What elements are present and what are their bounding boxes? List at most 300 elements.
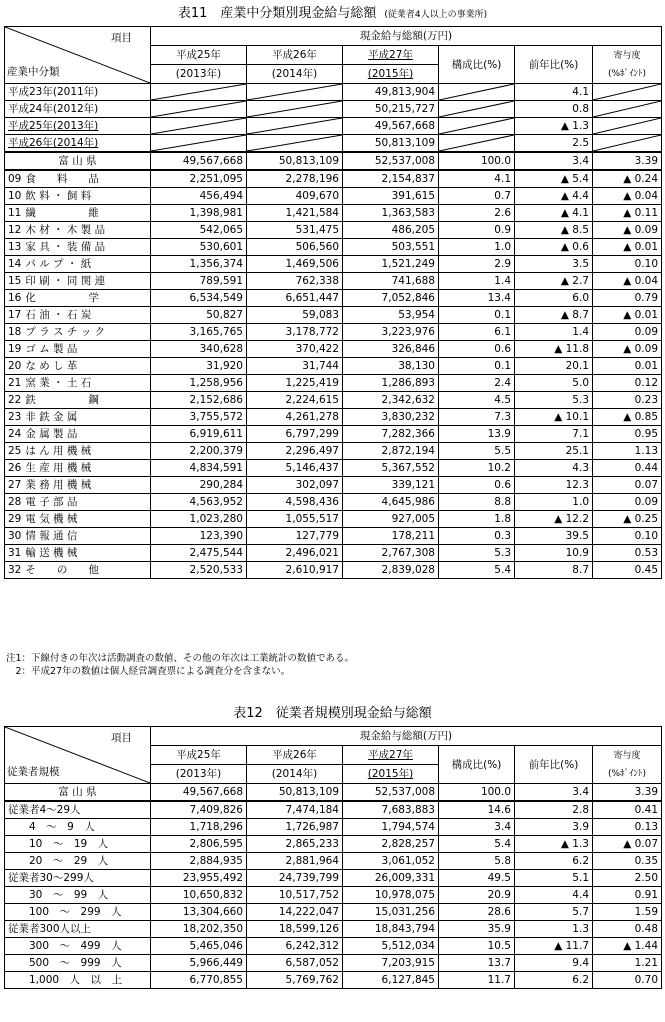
table12-col-ratio: 構成比(%) — [439, 746, 515, 784]
history-value-2015: 49,813,904 — [343, 84, 439, 101]
table11-col-ratio: 構成比(%) — [439, 46, 515, 84]
table12-group-label: 現金給与総額(万円) — [151, 727, 662, 746]
industry-label — [5, 375, 151, 392]
value-2013: 1,356,374 — [151, 256, 247, 273]
value-2014: 2,881,964 — [247, 853, 343, 870]
ratio-value: 4.5 — [439, 392, 515, 409]
table12-col-2015-year-text: 平成27年 — [368, 749, 413, 761]
industry-name: 電 気 機 械 — [25, 513, 78, 525]
yoy-value: 5.0 — [515, 375, 593, 392]
history-empty-cell — [439, 135, 515, 153]
value-2014: 506,560 — [247, 239, 343, 256]
history-empty-cell — [439, 84, 515, 101]
value-2015: 391,615 — [343, 188, 439, 205]
industry-name: 業 務 用 機 械 — [25, 479, 92, 491]
value-2013: 50,827 — [151, 307, 247, 324]
yoy-value: 25.1 — [515, 443, 593, 460]
ratio-value: 3.4 — [439, 819, 515, 836]
size-row-label: 300 ～ 499 人 — [5, 938, 151, 955]
yoy-value: 1.3 — [515, 921, 593, 938]
table12-col-2013-year: 平成25年 — [151, 746, 247, 765]
size-row — [5, 819, 662, 836]
industry-name: 家 具 ・ 装 備 品 — [25, 241, 106, 253]
history-empty-cell — [247, 118, 343, 135]
size-row-label: 10 ～ 19 人 — [5, 836, 151, 853]
size-row — [5, 955, 662, 972]
history-empty-cell — [593, 118, 662, 135]
ratio-value: 49.5 — [439, 870, 515, 887]
contrib-value: 0.41 — [593, 801, 662, 819]
yoy-value: ▲ 1.3 — [515, 836, 593, 853]
contrib-value: 0.53 — [593, 545, 662, 562]
table11-col-2015-western — [343, 65, 439, 84]
ratio-value: 5.8 — [439, 853, 515, 870]
value-2013: 789,591 — [151, 273, 247, 290]
ratio-value: 2.6 — [439, 205, 515, 222]
industry-row — [5, 562, 662, 579]
table11-col-2015-year-text: 平成27年 — [368, 49, 413, 61]
size-row-label: 30 ～ 99 人 — [5, 887, 151, 904]
ratio-value: 8.8 — [439, 494, 515, 511]
ratio-value: 7.3 — [439, 409, 515, 426]
value-2015: 927,005 — [343, 511, 439, 528]
ratio-value: 0.3 — [439, 528, 515, 545]
yoy-value: ▲ 10.1 — [515, 409, 593, 426]
table12-total-2013: 49,567,668 — [151, 784, 247, 802]
yoy-value: 4.3 — [515, 460, 593, 477]
history-yoy: 2.5 — [515, 135, 593, 153]
size-row-label: 100 ～ 299 人 — [5, 904, 151, 921]
contrib-value: ▲ 0.25 — [593, 511, 662, 528]
history-value-2015: 50,215,727 — [343, 101, 439, 118]
value-2013: 2,251,095 — [151, 170, 247, 188]
ratio-value: 1.8 — [439, 511, 515, 528]
industry-name: 木 材 ・ 木 製 品 — [25, 224, 106, 236]
table12-title-text: 表12 従業者規模別現金給与総額 — [233, 706, 432, 721]
history-row — [5, 84, 662, 101]
value-2015: 741,688 — [343, 273, 439, 290]
ratio-value: 2.4 — [439, 375, 515, 392]
table12-item-label: 項目 — [111, 732, 132, 744]
yoy-value: ▲ 12.2 — [515, 511, 593, 528]
industry-row — [5, 256, 662, 273]
industry-label — [5, 205, 151, 222]
table11-total-ratio: 100.0 — [439, 152, 515, 170]
industry-name: 生 産 用 機 械 — [25, 462, 92, 474]
industry-label — [5, 562, 151, 579]
table12-total-2015: 52,537,008 — [343, 784, 439, 802]
value-2014: 302,097 — [247, 477, 343, 494]
value-2013: 2,806,595 — [151, 836, 247, 853]
contrib-value: ▲ 0.11 — [593, 205, 662, 222]
yoy-value: 8.7 — [515, 562, 593, 579]
yoy-value: ▲ 4.4 — [515, 188, 593, 205]
contrib-value: ▲ 0.09 — [593, 341, 662, 358]
ratio-value: 1.4 — [439, 273, 515, 290]
value-2015: 2,828,257 — [343, 836, 439, 853]
table11-note-1: 注1：下線付きの年次は活動調査の数値、その他の年次は工業統計の数値である。 — [6, 653, 355, 664]
industry-code: 26 — [8, 462, 22, 474]
value-2013: 5,465,046 — [151, 938, 247, 955]
contrib-value: ▲ 1.44 — [593, 938, 662, 955]
size-row-label: 20 ～ 29 人 — [5, 853, 151, 870]
value-2014: 6,242,312 — [247, 938, 343, 955]
value-2014: 127,779 — [247, 528, 343, 545]
table11-title-note: (従業者4人以上の事業所) — [384, 10, 488, 20]
industry-code: 15 — [8, 275, 22, 287]
value-2013: 1,398,981 — [151, 205, 247, 222]
history-empty-cell — [151, 84, 247, 101]
value-2015: 2,154,837 — [343, 170, 439, 188]
yoy-value: 5.3 — [515, 392, 593, 409]
industry-name: 繊 維 — [25, 207, 99, 219]
industry-row — [5, 290, 662, 307]
table12-total-contrib: 3.39 — [593, 784, 662, 802]
yoy-value: 5.1 — [515, 870, 593, 887]
ratio-value: 0.1 — [439, 307, 515, 324]
yoy-value: 9.4 — [515, 955, 593, 972]
value-2015: 38,130 — [343, 358, 439, 375]
industry-row — [5, 392, 662, 409]
industry-label — [5, 358, 151, 375]
size-row-label: 500 ～ 999 人 — [5, 955, 151, 972]
contrib-value: 0.13 — [593, 819, 662, 836]
industry-label — [5, 256, 151, 273]
value-2014: 59,083 — [247, 307, 343, 324]
value-2014: 3,178,772 — [247, 324, 343, 341]
value-2014: 6,587,052 — [247, 955, 343, 972]
value-2015: 53,954 — [343, 307, 439, 324]
yoy-value: 12.3 — [515, 477, 593, 494]
industry-label — [5, 239, 151, 256]
history-value-2015: 50,813,109 — [343, 135, 439, 153]
table12-total — [5, 784, 662, 802]
industry-row — [5, 324, 662, 341]
contrib-value: ▲ 0.01 — [593, 239, 662, 256]
value-2015: 5,367,552 — [343, 460, 439, 477]
value-2015: 10,978,075 — [343, 887, 439, 904]
value-2014: 1,225,419 — [247, 375, 343, 392]
yoy-value: ▲ 0.6 — [515, 239, 593, 256]
yoy-value: 10.9 — [515, 545, 593, 562]
industry-label — [5, 170, 151, 188]
table11-title — [0, 6, 665, 23]
industry-code: 30 — [8, 530, 22, 542]
ratio-value: 0.6 — [439, 341, 515, 358]
industry-label — [5, 409, 151, 426]
size-row — [5, 853, 662, 870]
yoy-value: 6.0 — [515, 290, 593, 307]
table11-total-label: 富 山 県 — [5, 152, 151, 170]
value-2015: 326,846 — [343, 341, 439, 358]
contrib-value: ▲ 0.04 — [593, 188, 662, 205]
value-2015: 7,282,366 — [343, 426, 439, 443]
contrib-value: 0.07 — [593, 477, 662, 494]
history-empty-cell — [593, 84, 662, 101]
industry-row — [5, 205, 662, 222]
industry-code: 29 — [8, 513, 22, 525]
industry-row — [5, 477, 662, 494]
history-empty-cell — [247, 135, 343, 153]
industry-label — [5, 307, 151, 324]
history-label: 平成24年(2012年) — [5, 101, 151, 118]
industry-name: な め し 革 — [25, 360, 78, 372]
contrib-value: 0.35 — [593, 853, 662, 870]
ratio-value: 5.5 — [439, 443, 515, 460]
history-empty-cell — [593, 101, 662, 118]
industry-row — [5, 375, 662, 392]
history-value-2015: 49,567,668 — [343, 118, 439, 135]
value-2015: 4,645,986 — [343, 494, 439, 511]
size-group-label: 従業者4～29人 — [5, 801, 151, 819]
yoy-value: 4.4 — [515, 887, 593, 904]
size-group-label: 従業者30～299人 — [5, 870, 151, 887]
table12-title — [0, 706, 665, 722]
industry-code: 16 — [8, 292, 22, 304]
industry-name: そ の 他 — [25, 564, 99, 576]
table12-size-rows — [5, 801, 662, 989]
ratio-value: 5.3 — [439, 545, 515, 562]
value-2014: 14,222,047 — [247, 904, 343, 921]
value-2014: 31,744 — [247, 358, 343, 375]
table12-col-yoy: 前年比(%) — [515, 746, 593, 784]
industry-label — [5, 341, 151, 358]
value-2015: 5,512,034 — [343, 938, 439, 955]
ratio-value: 1.0 — [439, 239, 515, 256]
value-2013: 2,152,686 — [151, 392, 247, 409]
table11-total-2013: 49,567,668 — [151, 152, 247, 170]
value-2015: 18,843,794 — [343, 921, 439, 938]
value-2014: 2,224,615 — [247, 392, 343, 409]
value-2015: 2,767,308 — [343, 545, 439, 562]
contrib-value: ▲ 0.04 — [593, 273, 662, 290]
contrib-value: ▲ 0.85 — [593, 409, 662, 426]
industry-label — [5, 324, 151, 341]
industry-name: 石 油 ・ 石 炭 — [25, 309, 92, 321]
contrib-value: 0.44 — [593, 460, 662, 477]
value-2014: 4,261,278 — [247, 409, 343, 426]
table11-group-label: 現金給与総額(万円) — [151, 27, 662, 46]
value-2014: 370,422 — [247, 341, 343, 358]
value-2014: 1,421,584 — [247, 205, 343, 222]
contrib-value: 0.23 — [593, 392, 662, 409]
contrib-value: 1.59 — [593, 904, 662, 921]
industry-name: 電 子 部 品 — [25, 496, 78, 508]
table12-total-2014: 50,813,109 — [247, 784, 343, 802]
table11-col-2013-western: (2013年) — [151, 65, 247, 84]
industry-label — [5, 477, 151, 494]
yoy-value: 1.0 — [515, 494, 593, 511]
industry-row — [5, 528, 662, 545]
industry-row — [5, 239, 662, 256]
ratio-value: 0.6 — [439, 477, 515, 494]
ratio-value: 0.7 — [439, 188, 515, 205]
yoy-value: 3.5 — [515, 256, 593, 273]
industry-name: 化 学 — [25, 292, 99, 304]
value-2014: 762,338 — [247, 273, 343, 290]
industry-name: 情 報 通 信 — [25, 530, 78, 542]
value-2014: 2,865,233 — [247, 836, 343, 853]
industry-row — [5, 460, 662, 477]
contrib-value: ▲ 0.09 — [593, 222, 662, 239]
value-2013: 23,955,492 — [151, 870, 247, 887]
industry-code: 27 — [8, 479, 22, 491]
table11-total-row — [5, 152, 662, 170]
table12-total-yoy: 3.4 — [515, 784, 593, 802]
history-empty-cell — [247, 101, 343, 118]
industry-row — [5, 358, 662, 375]
table11-total-contrib: 3.39 — [593, 152, 662, 170]
yoy-value: 3.9 — [515, 819, 593, 836]
value-2013: 7,409,826 — [151, 801, 247, 819]
yoy-value: 6.2 — [515, 972, 593, 989]
table11-history — [5, 84, 662, 153]
value-2015: 503,551 — [343, 239, 439, 256]
industry-name: 飲 料 ・ 飼 料 — [25, 190, 92, 202]
contrib-value: 1.13 — [593, 443, 662, 460]
industry-label — [5, 545, 151, 562]
industry-name: は ん 用 機 械 — [25, 445, 92, 457]
contrib-value: 0.48 — [593, 921, 662, 938]
table11-col-contrib-a: 寄与度 — [613, 50, 641, 61]
table12-col-2015-year — [343, 746, 439, 765]
ratio-value: 5.4 — [439, 562, 515, 579]
value-2013: 123,390 — [151, 528, 247, 545]
contrib-value: 0.70 — [593, 972, 662, 989]
table11-col-2015-western-text: (2015年) — [367, 68, 414, 80]
value-2013: 2,200,379 — [151, 443, 247, 460]
table11-row-label: 産業中分類 — [7, 66, 60, 78]
value-2014: 409,670 — [247, 188, 343, 205]
history-label: 平成23年(2011年) — [5, 84, 151, 101]
industry-row — [5, 426, 662, 443]
yoy-value: 1.4 — [515, 324, 593, 341]
value-2014: 24,739,799 — [247, 870, 343, 887]
table11-header — [5, 27, 662, 84]
industry-row — [5, 273, 662, 290]
industry-row — [5, 443, 662, 460]
value-2014: 6,651,447 — [247, 290, 343, 307]
industry-code: 14 — [8, 258, 22, 270]
table11-note-2: 2：平成27年の数値は個人経営調査票による調査分を含まない。 — [6, 666, 291, 677]
yoy-value: ▲ 8.5 — [515, 222, 593, 239]
industry-code: 18 — [8, 326, 22, 338]
table11-total-2015: 52,537,008 — [343, 152, 439, 170]
contrib-value: 2.50 — [593, 870, 662, 887]
industry-code: 10 — [8, 190, 22, 202]
table11-item-label: 項目 — [111, 32, 132, 44]
industry-code: 32 — [8, 564, 22, 576]
industry-name: 鉄 鋼 — [25, 394, 99, 406]
value-2013: 1,258,956 — [151, 375, 247, 392]
table11-industry-rows — [5, 170, 662, 579]
value-2014: 5,146,437 — [247, 460, 343, 477]
industry-label — [5, 273, 151, 290]
industry-name: 非 鉄 金 属 — [25, 411, 78, 423]
industry-label — [5, 528, 151, 545]
table12-total-row — [5, 784, 662, 802]
industry-row — [5, 222, 662, 239]
value-2015: 3,223,976 — [343, 324, 439, 341]
industry-name: ゴ ム 製 品 — [25, 343, 78, 355]
table12 — [4, 726, 662, 989]
value-2015: 178,211 — [343, 528, 439, 545]
yoy-value: 5.7 — [515, 904, 593, 921]
table11-col-yoy: 前年比(%) — [515, 46, 593, 84]
table11-notes — [6, 652, 354, 678]
value-2015: 26,009,331 — [343, 870, 439, 887]
table11-col-2015-year — [343, 46, 439, 65]
industry-name: 金 属 製 品 — [25, 428, 78, 440]
industry-name: 食 料 品 — [25, 173, 99, 185]
industry-label — [5, 494, 151, 511]
value-2015: 1,363,583 — [343, 205, 439, 222]
size-row — [5, 887, 662, 904]
table11-title-text: 表11 産業中分類別現金給与総額 — [177, 6, 377, 21]
table11-corner-header — [5, 27, 151, 84]
value-2014: 6,797,299 — [247, 426, 343, 443]
industry-label — [5, 460, 151, 477]
value-2014: 1,726,987 — [247, 819, 343, 836]
industry-code: 19 — [8, 343, 22, 355]
yoy-value: 7.1 — [515, 426, 593, 443]
value-2013: 13,304,660 — [151, 904, 247, 921]
industry-label — [5, 511, 151, 528]
ratio-value: 20.9 — [439, 887, 515, 904]
value-2013: 1,718,296 — [151, 819, 247, 836]
ratio-value: 10.5 — [439, 938, 515, 955]
value-2015: 3,830,232 — [343, 409, 439, 426]
size-group-label: 従業者300人以上 — [5, 921, 151, 938]
industry-label — [5, 290, 151, 307]
industry-code: 28 — [8, 496, 22, 508]
industry-name: プ ラ ス チ ッ ク — [25, 326, 106, 338]
contrib-value: ▲ 0.07 — [593, 836, 662, 853]
table12-row-label: 従業者規模 — [7, 766, 60, 778]
contrib-value: 0.12 — [593, 375, 662, 392]
value-2013: 340,628 — [151, 341, 247, 358]
value-2013: 290,284 — [151, 477, 247, 494]
industry-code: 24 — [8, 428, 22, 440]
industry-label — [5, 222, 151, 239]
value-2014: 2,496,021 — [247, 545, 343, 562]
value-2014: 4,598,436 — [247, 494, 343, 511]
table12-col-contrib — [593, 746, 662, 784]
ratio-value: 0.9 — [439, 222, 515, 239]
ratio-value: 13.7 — [439, 955, 515, 972]
contrib-value: 0.45 — [593, 562, 662, 579]
industry-code: 09 — [8, 173, 22, 185]
history-yoy: ▲ 1.3 — [515, 118, 593, 135]
history-empty-cell — [151, 135, 247, 153]
table11-col-contrib — [593, 46, 662, 84]
industry-code: 11 — [8, 207, 22, 219]
value-2013: 6,770,855 — [151, 972, 247, 989]
table12-col-2014-year: 平成26年 — [247, 746, 343, 765]
table11-col-2014-year: 平成26年 — [247, 46, 343, 65]
yoy-value: ▲ 5.4 — [515, 170, 593, 188]
yoy-value: ▲ 4.1 — [515, 205, 593, 222]
contrib-value: 0.10 — [593, 528, 662, 545]
industry-label — [5, 392, 151, 409]
value-2014: 1,055,517 — [247, 511, 343, 528]
table11-col-2013-year: 平成25年 — [151, 46, 247, 65]
contrib-value: 0.10 — [593, 256, 662, 273]
yoy-value: 6.2 — [515, 853, 593, 870]
yoy-value: ▲ 2.7 — [515, 273, 593, 290]
contrib-value: 0.79 — [593, 290, 662, 307]
value-2013: 10,650,832 — [151, 887, 247, 904]
